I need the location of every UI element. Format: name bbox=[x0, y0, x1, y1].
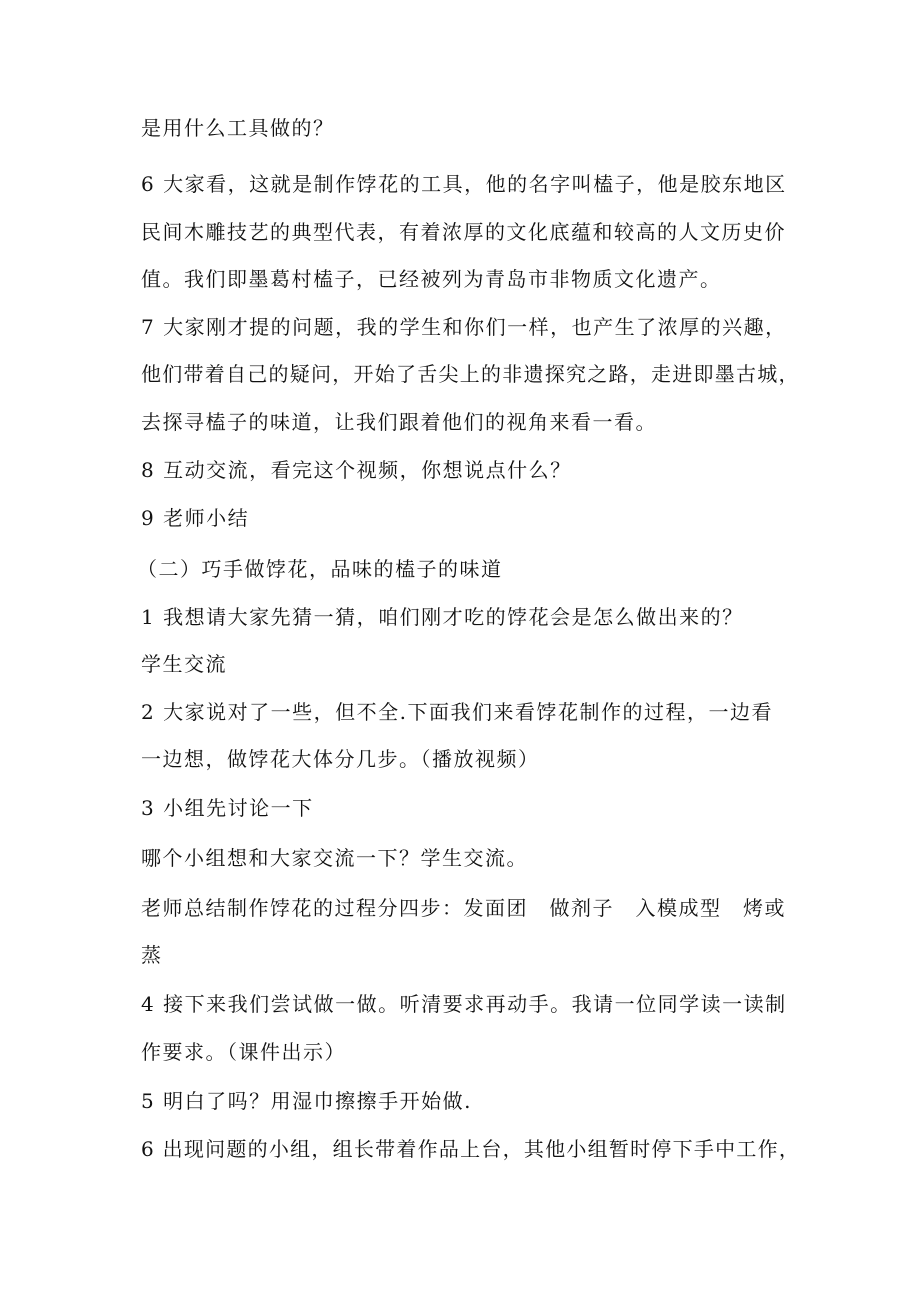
text-line: 1 我想请大家先猜一猜，咱们刚才吃的饽花会是怎么做出来的？ bbox=[141, 605, 744, 629]
text-line: 3 小组先讨论一下 bbox=[141, 796, 314, 820]
text-line: 7 大家刚才提的问题，我的学生和你们一样，也产生了浓厚的兴趣， bbox=[141, 315, 787, 339]
section-heading: （二）巧手做饽花，品味的榼子的味道 bbox=[137, 557, 503, 581]
text-line: 6 大家看，这就是制作饽花的工具，他的名字叫榼子，他是胶东地区 bbox=[141, 172, 787, 196]
text-line: 6 出现问题的小组，组长带着作品上台，其他小组暂时停下手中工作， bbox=[141, 1137, 801, 1161]
text-line: 民间木雕技艺的典型代表，有着浓厚的文化底蕴和较高的人文历史价 bbox=[141, 220, 786, 244]
text-line: 学生交流 bbox=[141, 652, 227, 676]
text-line: 作要求。（课件出示） bbox=[141, 1040, 346, 1064]
text-line: 是用什么工具做的？ bbox=[141, 116, 335, 140]
text-line: 他们带着自己的疑问，开始了舌尖上的非遗探究之路，走进即墨古城， bbox=[141, 362, 800, 386]
text-line: 哪个小组想和大家交流一下？学生交流。 bbox=[141, 846, 528, 870]
text-line: 蒸 bbox=[141, 943, 163, 967]
text-line: 8 互动交流，看完这个视频，你想说点什么？ bbox=[141, 458, 572, 482]
text-line: 2 大家说对了一些，但不全.下面我们来看饽花制作的过程，一边看 bbox=[141, 700, 773, 724]
text-line: 去探寻榼子的味道，让我们跟着他们的视角来看一看。 bbox=[141, 410, 657, 434]
text-line: 值。我们即墨葛村榼子，已经被列为青岛市非物质文化遗产。 bbox=[141, 267, 722, 291]
text-line: 一边想，做饽花大体分几步。（播放视频） bbox=[141, 747, 540, 771]
text-line: 老师总结制作饽花的过程分四步：发面团 做剂子 入模成型 烤或 bbox=[141, 896, 786, 920]
text-line: 5 明白了吗？用湿巾擦擦手开始做. bbox=[141, 1089, 472, 1113]
text-line: 4 接下来我们尝试做一做。听清要求再动手。我请一位同学读一读制 bbox=[141, 992, 787, 1016]
text-line: 9 老师小结 bbox=[141, 506, 250, 530]
